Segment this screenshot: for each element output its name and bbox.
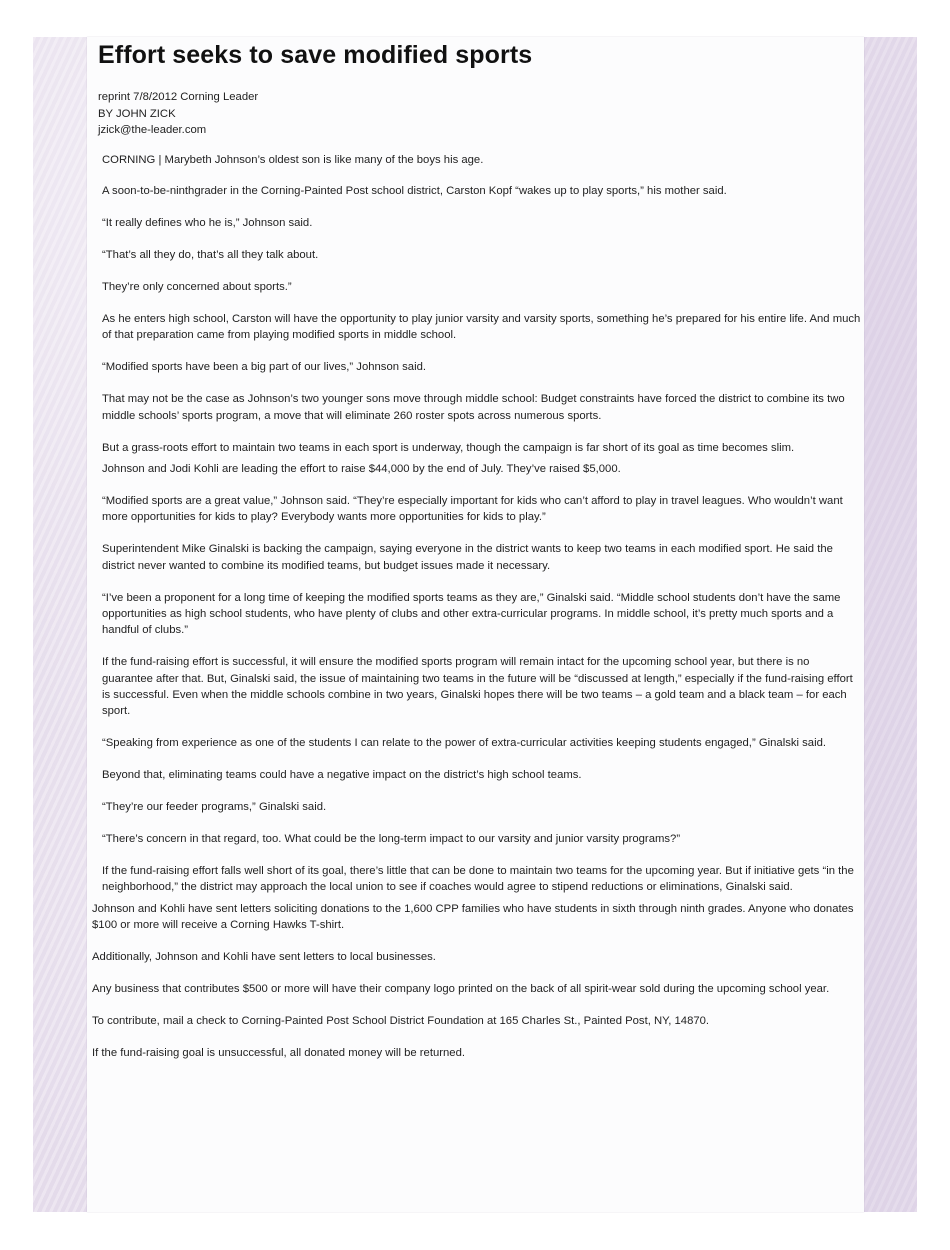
article-paragraph: As he enters high school, Carston will have the opportunity to play junior varsity and varsity sports, something he’s prepared for his entire life. And much of that preparation came from playing modified sports in middle school.: [102, 313, 861, 342]
article-paragraph: “It really defines who he is,” Johnson said.: [102, 217, 313, 230]
article-paragraph: If the fund-raising effort falls well short of its goal, there’s little that can be done to maintain two teams for the upcoming year. But if initiative gets “in the neighborhood,” the district may approach the local union to see if coaches would agree to stipend reductions or eliminations, Ginalski said.: [102, 864, 854, 894]
article-paragraph: Johnson and Kohli have sent letters soliciting donations to the 1,600 CPP families who have students in sixth through ninth grades. Anyone who donates $100 or more will receive a Corning Hawks T-shirt.: [92, 902, 854, 932]
article-paragraph: If the fund-raising effort is successful, it will ensure the modified sports program will remain intact for the upcoming school year, but there is no guarantee after that. But, Ginalski said, the issue of maintaining two teams in the future will be “discussed at length,” especially if the fund-raising effort is successful. Even when the middle schools combine in two years, Ginalski hopes there will be two teams – a gold team and a black team – for each sport.: [102, 656, 853, 718]
article-headline: Effort seeks to save modified sports: [98, 41, 533, 69]
article-byline: [98, 89, 862, 139]
reprint-line: reprint 7/8/2012 Corning Leader: [98, 91, 259, 103]
article-paragraph: “Modified sports are a great value,” Johnson said. “They’re especially important for kids who can’t afford to play in travel leagues. Who wouldn’t want more opportunities for kids to play? Everybody wants more opportunities for kids to play.”: [102, 494, 843, 524]
article-paragraph: That may not be the case as Johnson’s two younger sons move through middle school: Budget constraints have forced the district to combine its two middle schools’ sports program, a move that will eliminate 260 roster spots across numerous sports.: [102, 393, 845, 422]
article-paragraph: They’re only concerned about sports.”: [102, 281, 292, 294]
article-paragraph: “Modified sports have been a big part of our lives,” Johnson said.: [102, 361, 427, 374]
article-paragraph: To contribute, mail a check to Corning-Painted Post School District Foundation at 165 Charles St., Painted Post, NY, 14870.: [92, 1014, 710, 1027]
article-paragraph: Beyond that, eliminating teams could have a negative impact on the district’s high school teams.: [102, 769, 582, 782]
article-paragraph: “They’re our feeder programs,” Ginalski said.: [102, 801, 327, 814]
article: [92, 40, 862, 1077]
article-paragraph: “That’s all they do, that’s all they talk about.: [102, 249, 319, 262]
article-paragraph: Additionally, Johnson and Kohli have sent letters to local businesses.: [92, 951, 436, 964]
article-paragraph: CORNING | Marybeth Johnson’s oldest son is like many of the boys his age.: [102, 153, 484, 166]
author-line: BY JOHN ZICK: [98, 107, 176, 120]
article-paragraph: If the fund-raising goal is unsuccessful, all donated money will be returned.: [92, 1046, 466, 1059]
author-email: jzick@the-leader.com: [98, 124, 207, 136]
article-paragraph: But a grass-roots effort to maintain two teams in each sport is underway, though the campaign is far short of its goal as time becomes slim.: [102, 441, 795, 454]
article-paragraph: Superintendent Mike Ginalski is backing the campaign, saying everyone in the district wants to keep two teams in each modified sport. He said the district never wanted to combine its modified teams, but budget issues made it necessary.: [102, 543, 833, 572]
article-paragraph: Johnson and Jodi Kohli are leading the effort to raise $44,000 by the end of July. They’ve raised $5,000.: [102, 462, 621, 475]
article-paragraph: “I’ve been a proponent for a long time of keeping the modified sports teams as they are,” Ginalski said. “Middle school students don’t have the same opportunities as high school students, who have plenty of clubs and other extra-curricular programs. In middle school, it’s pretty much sports and a handful of clubs.”: [102, 591, 841, 637]
article-paragraph: “There’s concern in that regard, too. What could be the long-term impact to our varsity and junior varsity programs?”: [102, 833, 681, 846]
article-paragraph: “Speaking from experience as one of the students I can relate to the power of extra-curricular activities keeping students engaged,” Ginalski said.: [102, 737, 827, 750]
article-paragraph: A soon-to-be-ninthgrader in the Corning-Painted Post school district, Carston Kopf “wakes up to play sports,” his mother said.: [102, 185, 727, 198]
article-paragraph: Any business that contributes $500 or more will have their company logo printed on the back of all spirit-wear sold during the upcoming school year.: [92, 983, 830, 995]
